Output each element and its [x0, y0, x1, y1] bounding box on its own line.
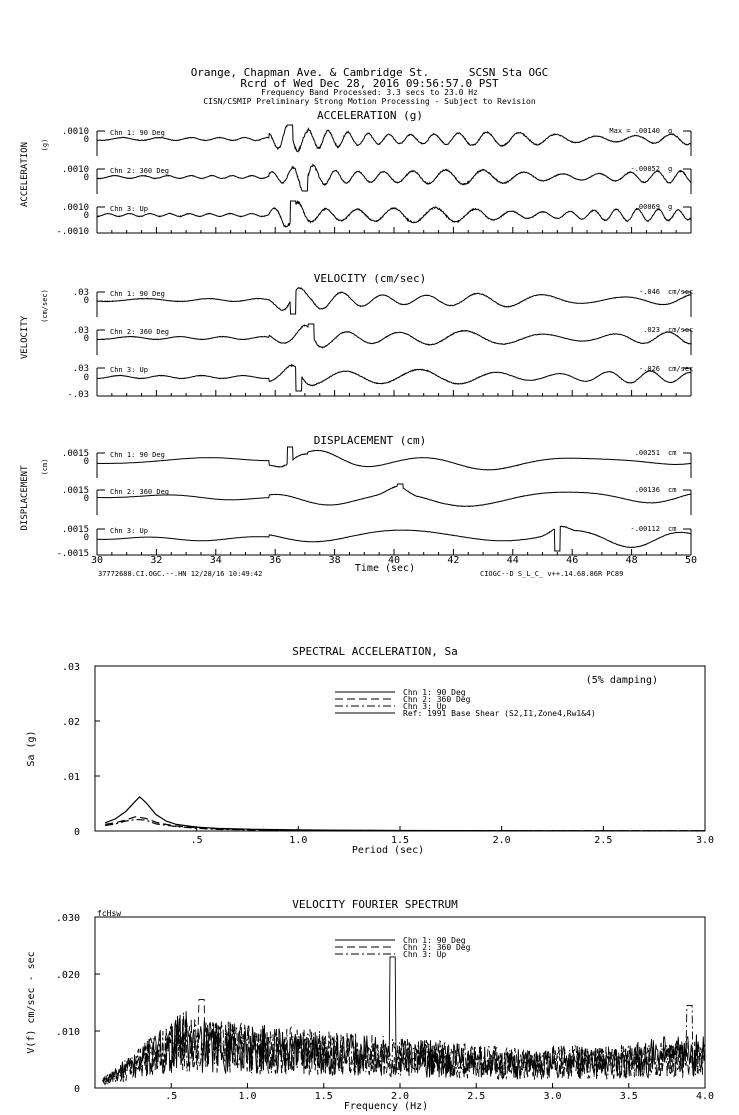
- fourier-y-tick-0: .030: [55, 913, 80, 924]
- waveform-0-1: [97, 165, 691, 191]
- sa-x-tick-5: 3.0: [695, 835, 715, 846]
- channel-name-2-1: Chn 2: 360 Deg: [110, 488, 170, 496]
- max-unit-1-2: cm/sec: [668, 365, 694, 373]
- max-label-2-1: .00136: [634, 486, 660, 494]
- sa-y-tick-0: .03: [61, 662, 80, 673]
- time-axis-label: Time (sec): [354, 563, 416, 574]
- max-unit-0-0: g: [668, 127, 673, 135]
- sa-x-tick-4: 2.5: [594, 835, 613, 846]
- sa-note: (5% damping): [585, 675, 658, 686]
- fourier-x-tick-6: 3.5: [619, 1091, 638, 1102]
- channel-name-1-1: Chn 2: 360 Deg: [110, 328, 170, 336]
- y-tick-top-1-1: .03: [72, 326, 89, 336]
- waveform-2-1: [97, 484, 691, 506]
- panel-title-0: ACCELERATION (g): [317, 109, 423, 122]
- fourier-y-tick-1: .020: [55, 970, 80, 981]
- fourier-legend-label-0: Chn 1: 90 Deg: [403, 936, 466, 945]
- header-line-2: Rcrd of Wed Dec 28, 2016 09:56:57.0 PST: [240, 77, 499, 90]
- fourier-corner-label: fcHsw: [97, 909, 122, 918]
- sa-series-0: [105, 797, 705, 831]
- max-label-0-2: .00069: [634, 203, 660, 211]
- time-tick-label-6: 42: [447, 555, 460, 566]
- y-tick-zero-0-0: 0: [83, 135, 89, 145]
- y-tick-top-1-2: .03: [72, 364, 89, 374]
- fourier-x-tick-5: 3.0: [543, 1091, 562, 1102]
- y-tick-zero-0-1: 0: [83, 173, 89, 183]
- max-unit-2-1: cm: [668, 486, 677, 494]
- waveform-1-2: [97, 365, 694, 391]
- sa-ylabel: Sa (g): [26, 730, 37, 767]
- fourier-x-tick-1: 1.0: [238, 1091, 257, 1102]
- y-tick-zero-2-2: 0: [83, 533, 89, 543]
- sa-frame: [95, 666, 705, 831]
- time-tick-label-10: 50: [684, 555, 698, 566]
- channel-name-1-0: Chn 1: 90 Deg: [110, 290, 165, 298]
- y-tick-bottom-2: -.0015: [56, 549, 89, 559]
- footer-right: CIOGC--D S_L_C_ v++.14.68.86R PC89: [480, 570, 624, 578]
- y-tick-top-1-0: .03: [72, 288, 89, 298]
- fourier-x-tick-0: .5: [165, 1091, 178, 1102]
- y-tick-top-0-1: .0010: [61, 165, 89, 175]
- channel-name-1-2: Chn 3: Up: [110, 366, 148, 374]
- max-unit-0-2: g: [668, 203, 673, 211]
- channel-name-0-1: Chn 2: 360 Deg: [110, 167, 170, 175]
- max-unit-1-1: cm/sec: [668, 326, 694, 334]
- waveform-1-0: [97, 288, 694, 314]
- fourier-x-tick-3: 2.0: [390, 1091, 410, 1102]
- channel-name-0-2: Chn 3: Up: [110, 205, 148, 213]
- fourier-x-tick-7: 4.0: [695, 1091, 715, 1102]
- max-label-1-1: .023: [643, 326, 660, 334]
- y-tick-top-2-0: .0015: [61, 449, 89, 459]
- y-tick-bottom-1: -.03: [67, 390, 89, 400]
- sa-y-tick-2: .01: [61, 772, 80, 783]
- y-tick-zero-2-1: 0: [83, 494, 89, 504]
- unit-label-1: (cm/sec): [41, 289, 49, 323]
- fourier-legend-label-1: Chn 2: 360 Deg: [403, 943, 471, 952]
- max-unit-2-0: cm: [668, 449, 677, 457]
- time-tick-label-8: 46: [566, 555, 579, 566]
- waveform-2-0: [97, 447, 691, 470]
- y-tick-zero-2-0: 0: [83, 457, 89, 467]
- sa-x-tick-3: 2.0: [492, 835, 511, 846]
- time-tick-label-2: 34: [209, 555, 222, 566]
- waveform-0-2: [97, 201, 691, 227]
- max-label-1-0: -.046: [638, 288, 660, 296]
- channel-name-2-2: Chn 3: Up: [110, 527, 148, 535]
- y-tick-top-0-0: .0010: [61, 127, 89, 137]
- footer-left: 37772688.CI.OGC.--.HN 12/28/16 10:49:42: [98, 570, 263, 578]
- y-tick-top-2-2: .0015: [61, 525, 89, 535]
- fourier-xlabel: Frequency (Hz): [343, 1101, 429, 1112]
- y-tick-zero-1-0: 0: [83, 296, 89, 306]
- fourier-x-tick-2: 1.5: [314, 1091, 333, 1102]
- sa-x-tick-1: 1.0: [289, 835, 308, 846]
- fourier-title: VELOCITY FOURIER SPECTRUM: [292, 898, 458, 911]
- time-tick-label-7: 44: [506, 555, 519, 566]
- sa-legend-label-3: Ref: 1991 Base Shear (S2,I1,Zone4,Rw1&4): [403, 709, 596, 718]
- max-label-0-0: Max = .00140: [609, 127, 660, 135]
- y-tick-top-0-2: .0010: [61, 203, 89, 213]
- panel-title-2: DISPLACEMENT (cm): [313, 434, 427, 447]
- waveform-0-0: [97, 125, 691, 152]
- max-label-1-2: -.026: [638, 365, 660, 373]
- max-unit-0-1: g: [668, 165, 673, 173]
- side-label-0: ACCELERATION: [20, 141, 30, 208]
- waveform-1-1: [97, 324, 694, 348]
- time-tick-label-4: 38: [328, 555, 341, 566]
- fourier-x-tick-4: 2.5: [467, 1091, 486, 1102]
- sa-xlabel: Period (sec): [351, 845, 425, 856]
- time-tick-label-3: 36: [269, 555, 282, 566]
- y-tick-zero-1-2: 0: [83, 373, 89, 383]
- channel-name-0-0: Chn 1: 90 Deg: [110, 129, 165, 137]
- side-label-2: DISPLACEMENT: [20, 465, 30, 531]
- y-tick-bottom-0: -.0010: [56, 227, 89, 237]
- fourier-y-tick-3: 0: [73, 1084, 80, 1095]
- panel-title-1: VELOCITY (cm/sec): [313, 272, 427, 285]
- fourier-legend-label-2: Chn 3: Up: [403, 950, 447, 959]
- waveform-2-2: [97, 526, 691, 551]
- max-unit-2-2: cm: [668, 525, 677, 533]
- sa-series-2: [105, 820, 705, 831]
- y-tick-zero-0-2: 0: [83, 211, 89, 221]
- sa-x-tick-2: 1.5: [390, 835, 410, 846]
- unit-label-2: (cm): [41, 458, 49, 476]
- header-line-3: Frequency Band Processed: 3.3 secs to 23.0 Hz: [261, 88, 478, 97]
- sa-y-tick-1: .02: [61, 717, 80, 728]
- max-label-2-0: .00251: [634, 449, 660, 457]
- max-label-2-2: -.00112: [630, 525, 660, 533]
- fourier-y-tick-2: .010: [55, 1027, 80, 1038]
- sa-title: SPECTRAL ACCELERATION, Sa: [292, 645, 458, 658]
- max-unit-1-0: cm/sec: [668, 288, 694, 296]
- y-tick-zero-1-1: 0: [83, 334, 89, 344]
- time-tick-label-9: 48: [625, 555, 638, 566]
- sa-legend-label-2: Chn 3: Up: [403, 702, 447, 711]
- time-tick-label-0: 30: [90, 555, 104, 566]
- header-line-1: Orange, Chapman Ave. & Cambridge St. SCSN Sta OGC: [190, 66, 549, 79]
- header-line-4: CISN/CSMIP Preliminary Strong Motion Processing - Subject to Revision: [203, 97, 536, 106]
- time-tick-label-5: 40: [387, 555, 401, 566]
- unit-label-0: (g): [41, 138, 49, 152]
- max-label-0-1: -.00052: [630, 165, 660, 173]
- time-tick-label-1: 32: [150, 555, 163, 566]
- y-tick-top-2-1: .0015: [61, 486, 89, 496]
- fourier-ylabel: V(f) cm/sec - sec: [26, 951, 37, 1054]
- channel-name-2-0: Chn 1: 90 Deg: [110, 451, 165, 459]
- sa-legend-label-1: Chn 2: 360 Deg: [403, 695, 471, 704]
- sa-legend-label-0: Chn 1: 90 Deg: [403, 688, 466, 697]
- sa-x-tick-0: .5: [190, 835, 203, 846]
- sa-y-tick-3: 0: [73, 827, 80, 838]
- side-label-1: VELOCITY: [20, 315, 30, 360]
